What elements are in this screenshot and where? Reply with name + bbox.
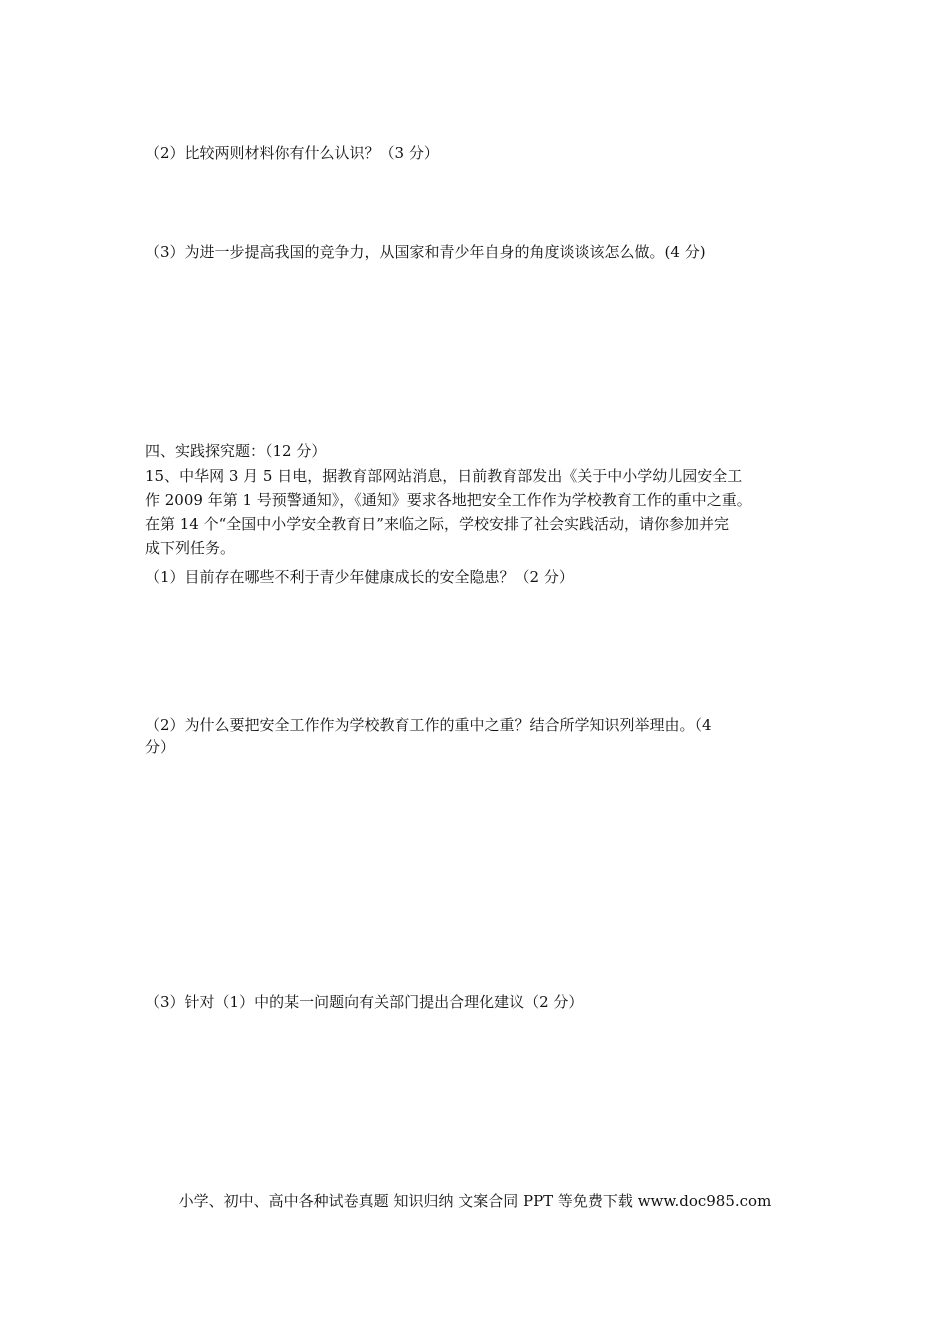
question-15-sub-1: （1）目前存在哪些不利于青少年健康成长的安全隐患？（2 分）: [145, 568, 574, 586]
question-2-prompt: （2）比较两则材料你有什么认识？（3 分）: [145, 144, 439, 162]
question-15-line: 成下列任务。: [145, 539, 236, 557]
question-15-sub-3: （3）针对（1）中的某一问题向有关部门提出合理化建议（2 分）: [145, 993, 584, 1011]
page-footer: 小学、初中、高中各种试卷真题 知识归纳 文案合同 PPT 等免费下载 www.doc985.com: [178, 1192, 772, 1210]
question-15-line: 15、中华网 3 月 5 日电，据教育部网站消息，日前教育部发出《关于中小学幼儿园安全工: [145, 467, 743, 485]
question-15-line: 作 2009 年第 1 号预警通知》，《通知》要求各地把安全工作作为学校教育工作的重中之重。: [145, 491, 752, 509]
section-4-heading: 四、实践探究题：（12 分）: [145, 442, 327, 460]
question-3-prompt: （3）为进一步提高我国的竞争力，从国家和青少年自身的角度谈谈该怎么做。(4 分): [145, 243, 706, 261]
question-15-sub-2-line: 分）: [145, 738, 176, 756]
question-15-sub-2-line: （2）为什么要把安全工作作为学校教育工作的重中之重？结合所学知识列举理由。（4: [145, 716, 712, 734]
question-15-line: 在第 14 个“全国中小学安全教育日”来临之际，学校安排了社会实践活动，请你参加并完: [145, 515, 729, 533]
question-15-stem: [145, 466, 815, 558]
question-15-sub-2: [145, 715, 815, 757]
